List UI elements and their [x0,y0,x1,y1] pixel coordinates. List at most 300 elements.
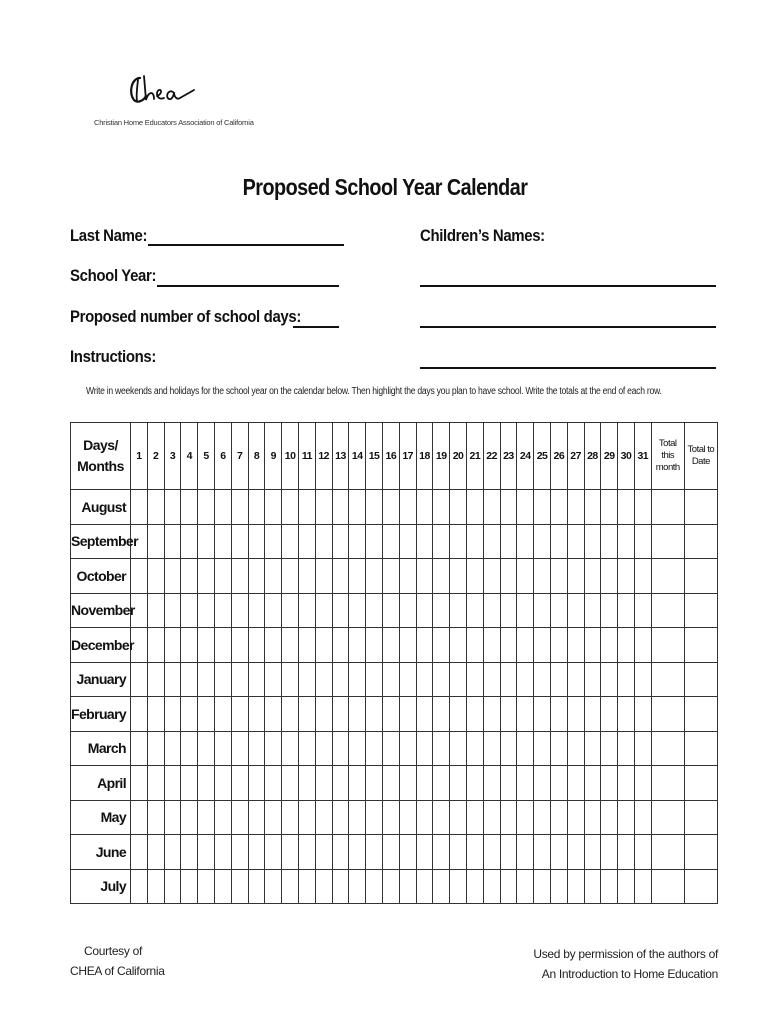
day-cell[interactable] [366,800,383,835]
total-to-date-cell[interactable] [684,835,717,870]
day-cell[interactable] [500,766,517,801]
day-cell[interactable] [567,697,584,732]
day-cell[interactable] [534,524,551,559]
day-cell[interactable] [584,835,601,870]
day-cell[interactable] [634,662,651,697]
day-cell[interactable] [466,869,483,904]
day-cell[interactable] [517,869,534,904]
day-cell[interactable] [198,559,215,594]
day-cell[interactable] [382,731,399,766]
total-to-date-cell[interactable] [684,628,717,663]
day-cell[interactable] [332,559,349,594]
day-cell[interactable] [282,559,299,594]
day-cell[interactable] [298,559,315,594]
day-cell[interactable] [181,697,198,732]
day-cell[interactable] [466,559,483,594]
day-cell[interactable] [534,628,551,663]
day-cell[interactable] [567,524,584,559]
day-cell[interactable] [215,628,232,663]
day-cell[interactable] [147,697,164,732]
day-cell[interactable] [466,800,483,835]
day-cell[interactable] [550,766,567,801]
day-cell[interactable] [601,869,618,904]
day-cell[interactable] [517,662,534,697]
day-cell[interactable] [450,869,467,904]
day-cell[interactable] [315,731,332,766]
day-cell[interactable] [534,490,551,525]
school-year-field[interactable] [157,285,339,287]
day-cell[interactable] [618,835,635,870]
day-cell[interactable] [265,559,282,594]
day-cell[interactable] [634,628,651,663]
day-cell[interactable] [215,559,232,594]
day-cell[interactable] [634,697,651,732]
day-cell[interactable] [567,628,584,663]
child-name-field-3[interactable] [420,367,716,369]
day-cell[interactable] [298,524,315,559]
day-cell[interactable] [634,731,651,766]
day-cell[interactable] [164,490,181,525]
day-cell[interactable] [634,490,651,525]
day-cell[interactable] [601,628,618,663]
day-cell[interactable] [399,490,416,525]
day-cell[interactable] [584,869,601,904]
day-cell[interactable] [433,628,450,663]
day-cell[interactable] [298,835,315,870]
day-cell[interactable] [399,559,416,594]
day-cell[interactable] [164,869,181,904]
day-cell[interactable] [349,697,366,732]
day-cell[interactable] [483,697,500,732]
day-cell[interactable] [500,731,517,766]
total-this-month-cell[interactable] [651,559,684,594]
day-cell[interactable] [466,731,483,766]
day-cell[interactable] [433,835,450,870]
day-cell[interactable] [416,628,433,663]
total-to-date-cell[interactable] [684,559,717,594]
total-to-date-cell[interactable] [684,731,717,766]
day-cell[interactable] [366,731,383,766]
day-cell[interactable] [601,559,618,594]
day-cell[interactable] [584,731,601,766]
day-cell[interactable] [634,766,651,801]
day-cell[interactable] [198,800,215,835]
day-cell[interactable] [534,662,551,697]
day-cell[interactable] [601,490,618,525]
day-cell[interactable] [450,559,467,594]
day-cell[interactable] [399,662,416,697]
day-cell[interactable] [298,490,315,525]
day-cell[interactable] [517,835,534,870]
day-cell[interactable] [601,766,618,801]
day-cell[interactable] [181,766,198,801]
day-cell[interactable] [450,662,467,697]
day-cell[interactable] [215,662,232,697]
day-cell[interactable] [366,490,383,525]
day-cell[interactable] [382,766,399,801]
day-cell[interactable] [131,869,148,904]
day-cell[interactable] [483,800,500,835]
day-cell[interactable] [147,731,164,766]
day-cell[interactable] [349,766,366,801]
day-cell[interactable] [450,628,467,663]
day-cell[interactable] [147,835,164,870]
day-cell[interactable] [349,662,366,697]
day-cell[interactable] [450,524,467,559]
day-cell[interactable] [147,490,164,525]
total-this-month-cell[interactable] [651,800,684,835]
day-cell[interactable] [248,697,265,732]
day-cell[interactable] [634,869,651,904]
day-cell[interactable] [231,731,248,766]
day-cell[interactable] [265,800,282,835]
day-cell[interactable] [315,559,332,594]
day-cell[interactable] [483,731,500,766]
day-cell[interactable] [366,835,383,870]
day-cell[interactable] [181,835,198,870]
total-this-month-cell[interactable] [651,524,684,559]
day-cell[interactable] [181,869,198,904]
day-cell[interactable] [517,731,534,766]
day-cell[interactable] [231,559,248,594]
total-to-date-cell[interactable] [684,697,717,732]
day-cell[interactable] [198,490,215,525]
day-cell[interactable] [450,835,467,870]
day-cell[interactable] [483,869,500,904]
day-cell[interactable] [349,869,366,904]
day-cell[interactable] [601,835,618,870]
day-cell[interactable] [349,835,366,870]
day-cell[interactable] [567,869,584,904]
day-cell[interactable] [500,662,517,697]
day-cell[interactable] [265,731,282,766]
day-cell[interactable] [567,559,584,594]
day-cell[interactable] [366,766,383,801]
day-cell[interactable] [248,628,265,663]
day-cell[interactable] [416,559,433,594]
day-cell[interactable] [231,697,248,732]
day-cell[interactable] [164,559,181,594]
day-cell[interactable] [500,593,517,628]
day-cell[interactable] [416,662,433,697]
day-cell[interactable] [231,662,248,697]
day-cell[interactable] [399,593,416,628]
day-cell[interactable] [349,559,366,594]
day-cell[interactable] [298,766,315,801]
day-cell[interactable] [433,593,450,628]
day-cell[interactable] [517,593,534,628]
day-cell[interactable] [282,869,299,904]
day-cell[interactable] [483,835,500,870]
day-cell[interactable] [382,697,399,732]
day-cell[interactable] [433,524,450,559]
day-cell[interactable] [215,490,232,525]
day-cell[interactable] [181,628,198,663]
day-cell[interactable] [466,593,483,628]
day-cell[interactable] [483,628,500,663]
day-cell[interactable] [248,559,265,594]
child-name-field-1[interactable] [420,285,716,287]
day-cell[interactable] [466,662,483,697]
day-cell[interactable] [466,835,483,870]
day-cell[interactable] [147,593,164,628]
day-cell[interactable] [315,766,332,801]
day-cell[interactable] [215,524,232,559]
day-cell[interactable] [265,766,282,801]
day-cell[interactable] [534,869,551,904]
day-cell[interactable] [315,662,332,697]
total-to-date-cell[interactable] [684,766,717,801]
day-cell[interactable] [450,697,467,732]
day-cell[interactable] [198,869,215,904]
day-cell[interactable] [215,766,232,801]
day-cell[interactable] [366,697,383,732]
total-to-date-cell[interactable] [684,800,717,835]
day-cell[interactable] [282,490,299,525]
day-cell[interactable] [517,800,534,835]
day-cell[interactable] [618,766,635,801]
day-cell[interactable] [550,800,567,835]
day-cell[interactable] [282,697,299,732]
day-cell[interactable] [382,835,399,870]
day-cell[interactable] [534,731,551,766]
day-cell[interactable] [382,628,399,663]
day-cell[interactable] [416,593,433,628]
total-to-date-cell[interactable] [684,662,717,697]
day-cell[interactable] [500,869,517,904]
day-cell[interactable] [215,869,232,904]
day-cell[interactable] [147,766,164,801]
day-cell[interactable] [248,835,265,870]
day-cell[interactable] [181,662,198,697]
day-cell[interactable] [634,593,651,628]
day-cell[interactable] [349,524,366,559]
day-cell[interactable] [550,524,567,559]
day-cell[interactable] [618,869,635,904]
day-cell[interactable] [298,869,315,904]
day-cell[interactable] [231,628,248,663]
day-cell[interactable] [131,662,148,697]
total-this-month-cell[interactable] [651,835,684,870]
day-cell[interactable] [332,628,349,663]
day-cell[interactable] [131,490,148,525]
day-cell[interactable] [416,869,433,904]
day-cell[interactable] [349,628,366,663]
day-cell[interactable] [550,731,567,766]
day-cell[interactable] [550,628,567,663]
day-cell[interactable] [147,559,164,594]
day-cell[interactable] [500,628,517,663]
day-cell[interactable] [181,593,198,628]
day-cell[interactable] [349,490,366,525]
day-cell[interactable] [601,731,618,766]
day-cell[interactable] [584,490,601,525]
day-cell[interactable] [517,559,534,594]
total-to-date-cell[interactable] [684,490,717,525]
day-cell[interactable] [399,766,416,801]
day-cell[interactable] [567,593,584,628]
day-cell[interactable] [315,593,332,628]
day-cell[interactable] [164,731,181,766]
day-cell[interactable] [298,697,315,732]
day-cell[interactable] [198,524,215,559]
day-cell[interactable] [366,524,383,559]
day-cell[interactable] [198,697,215,732]
day-cell[interactable] [534,766,551,801]
day-cell[interactable] [349,731,366,766]
day-cell[interactable] [500,524,517,559]
day-cell[interactable] [618,490,635,525]
day-cell[interactable] [550,697,567,732]
day-cell[interactable] [634,800,651,835]
day-cell[interactable] [248,490,265,525]
day-cell[interactable] [450,800,467,835]
total-this-month-cell[interactable] [651,869,684,904]
day-cell[interactable] [181,731,198,766]
day-cell[interactable] [282,835,299,870]
day-cell[interactable] [282,766,299,801]
day-cell[interactable] [315,524,332,559]
day-cell[interactable] [584,662,601,697]
day-cell[interactable] [634,835,651,870]
day-cell[interactable] [601,800,618,835]
day-cell[interactable] [198,731,215,766]
day-cell[interactable] [584,628,601,663]
day-cell[interactable] [500,697,517,732]
day-cell[interactable] [517,766,534,801]
day-cell[interactable] [366,593,383,628]
day-cell[interactable] [315,835,332,870]
day-cell[interactable] [349,593,366,628]
day-cell[interactable] [433,490,450,525]
day-cell[interactable] [517,524,534,559]
day-cell[interactable] [550,490,567,525]
day-cell[interactable] [231,869,248,904]
day-cell[interactable] [215,593,232,628]
day-cell[interactable] [215,835,232,870]
day-cell[interactable] [618,697,635,732]
day-cell[interactable] [315,800,332,835]
day-cell[interactable] [399,800,416,835]
day-cell[interactable] [500,490,517,525]
day-cell[interactable] [517,490,534,525]
day-cell[interactable] [147,800,164,835]
day-cell[interactable] [399,869,416,904]
day-cell[interactable] [584,559,601,594]
day-cell[interactable] [483,490,500,525]
day-cell[interactable] [366,662,383,697]
day-cell[interactable] [131,697,148,732]
school-days-field[interactable] [293,326,339,328]
day-cell[interactable] [550,662,567,697]
day-cell[interactable] [618,593,635,628]
day-cell[interactable] [382,524,399,559]
day-cell[interactable] [231,490,248,525]
last-name-field[interactable] [148,244,344,246]
day-cell[interactable] [282,593,299,628]
day-cell[interactable] [298,800,315,835]
day-cell[interactable] [466,628,483,663]
day-cell[interactable] [382,800,399,835]
day-cell[interactable] [181,524,198,559]
day-cell[interactable] [433,800,450,835]
day-cell[interactable] [618,662,635,697]
day-cell[interactable] [382,869,399,904]
day-cell[interactable] [248,524,265,559]
day-cell[interactable] [332,524,349,559]
total-this-month-cell[interactable] [651,593,684,628]
day-cell[interactable] [550,835,567,870]
day-cell[interactable] [416,697,433,732]
day-cell[interactable] [500,800,517,835]
day-cell[interactable] [433,731,450,766]
day-cell[interactable] [618,731,635,766]
day-cell[interactable] [534,559,551,594]
day-cell[interactable] [450,731,467,766]
day-cell[interactable] [248,593,265,628]
day-cell[interactable] [198,628,215,663]
day-cell[interactable] [282,628,299,663]
day-cell[interactable] [265,628,282,663]
day-cell[interactable] [332,662,349,697]
day-cell[interactable] [282,524,299,559]
day-cell[interactable] [164,766,181,801]
day-cell[interactable] [231,593,248,628]
day-cell[interactable] [483,766,500,801]
day-cell[interactable] [248,800,265,835]
day-cell[interactable] [147,628,164,663]
day-cell[interactable] [198,593,215,628]
day-cell[interactable] [366,869,383,904]
day-cell[interactable] [315,869,332,904]
day-cell[interactable] [366,628,383,663]
child-name-field-2[interactable] [420,326,716,328]
day-cell[interactable] [164,524,181,559]
day-cell[interactable] [147,662,164,697]
day-cell[interactable] [231,766,248,801]
day-cell[interactable] [131,559,148,594]
day-cell[interactable] [483,559,500,594]
day-cell[interactable] [231,800,248,835]
day-cell[interactable] [466,524,483,559]
total-this-month-cell[interactable] [651,766,684,801]
day-cell[interactable] [601,524,618,559]
day-cell[interactable] [164,628,181,663]
total-this-month-cell[interactable] [651,731,684,766]
day-cell[interactable] [164,697,181,732]
day-cell[interactable] [450,766,467,801]
day-cell[interactable] [584,697,601,732]
day-cell[interactable] [550,593,567,628]
day-cell[interactable] [332,490,349,525]
day-cell[interactable] [399,524,416,559]
day-cell[interactable] [416,524,433,559]
day-cell[interactable] [282,731,299,766]
day-cell[interactable] [601,697,618,732]
day-cell[interactable] [416,800,433,835]
day-cell[interactable] [164,835,181,870]
day-cell[interactable] [147,524,164,559]
day-cell[interactable] [534,800,551,835]
total-this-month-cell[interactable] [651,628,684,663]
day-cell[interactable] [433,662,450,697]
day-cell[interactable] [131,766,148,801]
day-cell[interactable] [265,697,282,732]
day-cell[interactable] [198,662,215,697]
day-cell[interactable] [248,731,265,766]
day-cell[interactable] [584,800,601,835]
day-cell[interactable] [567,490,584,525]
